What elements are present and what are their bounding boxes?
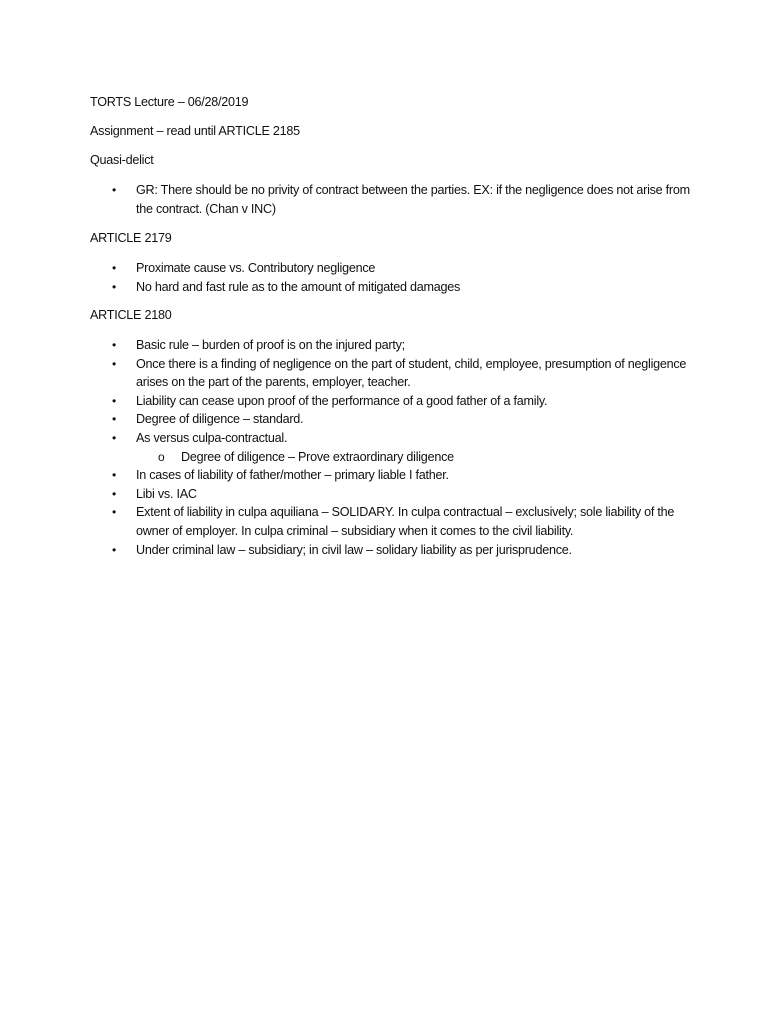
- bullet-icon: •: [112, 356, 116, 371]
- list-item-text: Under criminal law – subsidiary; in civil law – solidary liability as per jurisprudence.: [136, 542, 572, 557]
- list-item: [90, 181, 690, 218]
- list-item: [90, 392, 690, 411]
- bullet-icon: •: [112, 338, 116, 352]
- list-item-text: Once there is a finding of negligence on the part of student, child, employee, presumption of negligence arises on the part of the parents, employer, teacher.: [136, 356, 687, 390]
- list-item-text: Proximate cause vs. Contributory negligence: [136, 261, 376, 275]
- list-item: [90, 410, 690, 429]
- list-item: [90, 466, 690, 485]
- list-item-text: As versus culpa-contractual.: [136, 430, 288, 445]
- bullet-icon: •: [112, 261, 116, 275]
- sub-bullet-icon: o: [158, 449, 165, 464]
- list-item: [90, 259, 690, 278]
- list-item-text: Degree of diligence – Prove extraordinary diligence: [181, 449, 454, 464]
- bullet-icon: •: [112, 412, 116, 427]
- article-2179-list: [90, 259, 690, 296]
- list-item-text: Basic rule – burden of proof is on the injured party;: [136, 338, 405, 352]
- article-2179-heading: ARTICLE 2179: [90, 231, 172, 245]
- article-2180-list: [90, 336, 690, 559]
- quasi-delict-list: [90, 181, 690, 218]
- list-item-text: In cases of liability of father/mother – primary liable I father.: [136, 468, 449, 483]
- list-item-text: GR: There should be no privity of contract between the parties. EX: if the negligence does not arise from the contract. (Chan v INC): [136, 183, 690, 216]
- article-2180-heading: ARTICLE 2180: [90, 308, 172, 322]
- list-item-text: Degree of diligence – standard.: [136, 412, 304, 427]
- list-item: [90, 429, 690, 448]
- lecture-title: TORTS Lecture – 06/28/2019: [90, 95, 249, 109]
- assignment-line: Assignment – read until ARTICLE 2185: [90, 124, 300, 138]
- quasi-delict-heading: Quasi-delict: [90, 153, 154, 167]
- list-item-text: No hard and fast rule as to the amount of mitigated damages: [136, 279, 461, 294]
- bullet-icon: •: [112, 542, 116, 557]
- list-item: [90, 336, 690, 355]
- bullet-icon: •: [112, 393, 116, 408]
- list-item-text: Extent of liability in culpa aquiliana – SOLIDARY. In culpa contractual – exclusively; sole liability of the owner of employer. In culpa criminal – subsidiary when it comes to the civil liability.: [136, 505, 675, 538]
- list-item: [90, 485, 690, 504]
- bullet-icon: •: [112, 505, 116, 520]
- list-item: [90, 503, 690, 540]
- bullet-icon: •: [112, 430, 116, 445]
- list-item-text: Liability can cease upon proof of the performance of a good father of a family.: [136, 393, 548, 408]
- bullet-icon: •: [112, 279, 116, 294]
- list-item: [90, 278, 690, 297]
- list-item: [90, 541, 690, 560]
- bullet-icon: •: [112, 468, 116, 483]
- list-item-text: Libi vs. IAC: [136, 486, 197, 501]
- list-item: [90, 355, 690, 392]
- bullet-icon: •: [112, 183, 116, 197]
- sub-list-item: [90, 448, 690, 467]
- bullet-icon: •: [112, 486, 116, 501]
